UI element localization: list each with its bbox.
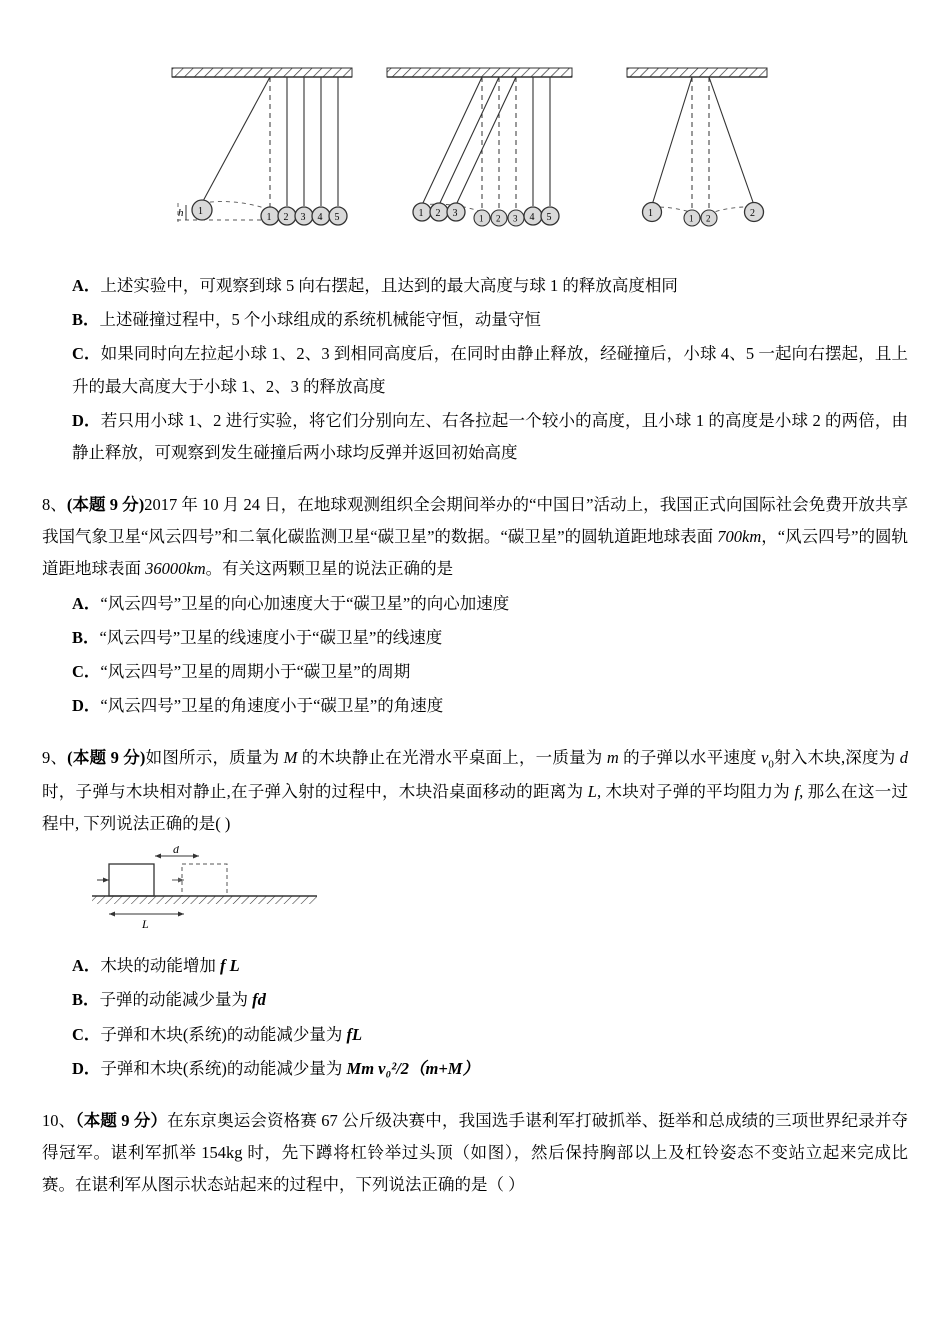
svg-text:5: 5	[334, 212, 340, 223]
q9-symbol-v-sub: 0	[768, 758, 774, 771]
q9-option-b-text: 子弹的动能减少量为	[99, 990, 253, 1010]
svg-text:3: 3	[513, 213, 518, 224]
q8-option-c-label: C．	[72, 661, 101, 681]
svg-text:1: 1	[648, 208, 653, 219]
q10-number: 10、	[42, 1111, 76, 1130]
svg-text:1: 1	[198, 206, 203, 217]
q9-symbol-m: m	[606, 748, 619, 768]
q9-symbol-d: d	[899, 748, 909, 768]
q7-option-d-label: D．	[72, 410, 101, 430]
svg-text:2: 2	[496, 213, 501, 224]
svg-text:5: 5	[546, 212, 552, 223]
svg-text:2: 2	[435, 208, 441, 219]
q7-option-d	[42, 405, 908, 469]
q8-option-c	[42, 656, 908, 688]
q8-option-b-text: “风云四号”卫星的线速度小于“碳卫星”的线速度	[99, 627, 443, 647]
svg-text:h: h	[178, 207, 184, 219]
q9-stem-part6: , 木块对子弹的平均阻力为	[596, 781, 795, 801]
q8-value-carbon-orbit: 700km	[717, 527, 762, 547]
svg-text:3: 3	[300, 212, 306, 223]
q9-stem-part3: 的子弹以水平速度	[618, 748, 762, 768]
q9-symbol-M: M	[283, 748, 298, 768]
q7-option-c	[42, 338, 908, 402]
q9-option-a-text: 木块的动能增加	[100, 956, 221, 976]
q9-option-b-math: fd	[252, 990, 266, 1010]
q9-option-d-math: Mm v₀²/2（m+M）	[346, 1058, 479, 1078]
q8-option-d-label: D．	[72, 696, 101, 716]
q9-option-a	[42, 950, 908, 982]
q7-option-a-text: 上述实验中，可观察到球 5 向右摆起，且达到的最大高度与球 1 的释放高度相同	[100, 276, 678, 295]
q9-option-b	[42, 984, 908, 1016]
q9-stem-part7: , 那么在这一过程中, 下列说法正确的是( )	[42, 781, 909, 834]
q10-stem	[42, 1105, 908, 1202]
q8-stem-part3: 。有关这两颗卫星的说法正确的是	[205, 559, 454, 579]
q10-score: （本题 9 分）	[75, 1111, 168, 1130]
q9-stem-part1: 如图所示，质量为	[145, 748, 284, 768]
svg-text:2: 2	[283, 212, 289, 223]
svg-text:4: 4	[317, 212, 323, 223]
q9-option-a-label: A．	[72, 956, 101, 976]
q8-option-d-text: “风云四号”卫星的角速度小于“碳卫星”的角速度	[100, 696, 444, 716]
svg-text:1: 1	[479, 213, 484, 224]
q7-option-a	[42, 270, 908, 302]
q8-option-a-label: A．	[72, 593, 101, 613]
q9-stem-part2: 的木块静止在光滑水平桌面上，一质量为	[297, 748, 607, 768]
q7-option-d-text: 若只用小球 1、2 进行实验，将它们分别向左、右各拉起一个较小的高度，且小球 1 的高度是小球 2 的两倍，由静止释放，可观察到发生碰撞后两小球均反弹并返回初始高度	[72, 410, 909, 462]
q9-option-c-label: C．	[72, 1024, 101, 1044]
q10-stem-text: 在东京奥运会资格赛 67 公斤级决赛中，我国选手谌利军打破抓举、挺举和总成绩的三项世界纪录并夺得冠军。谌利军抓举 154kg 时，先下蹲将杠铃举过头顶（如图），然后保持胸部以上及杠铃姿态不变站立起来完成比赛。在谌利军从图示状态站起来的过程中，下列说法正确的是（ ）	[42, 1111, 909, 1195]
svg-text:2: 2	[750, 208, 755, 219]
svg-text:2: 2	[706, 213, 711, 224]
q9-option-a-math: f L	[220, 956, 240, 976]
q8-option-a	[42, 588, 908, 620]
q9-option-d-label: D．	[72, 1058, 101, 1078]
q8-stem-part1: 2017 年 10 月 24 日，在地球观测组织全会期间举办的“中国日”活动上，我国正式向国际社会免费开放共享我国气象卫星“风云四号”和二氧化碳监测卫星“碳卫星”的数据。“碳卫星”的圆轨道距地球表面	[42, 495, 909, 547]
svg-text:1: 1	[418, 208, 424, 219]
svg-text:3: 3	[452, 208, 458, 219]
svg-text:4: 4	[529, 212, 535, 223]
q9-score: (本题 9 分)	[67, 748, 146, 768]
q9-symbol-L: L	[587, 781, 597, 801]
q9-option-c-text: 子弹和木块(系统)的动能减少量为	[100, 1024, 347, 1044]
q7-option-c-text: 如果同时向左拉起小球 1、2、3 到相同高度后，在同时由静止释放，经碰撞后，小球 4、5 一起向右摆起，且上升的最大高度大于小球 1、2、3 的释放高度	[72, 344, 909, 396]
q9-number: 9、	[42, 748, 68, 768]
svg-text:1: 1	[689, 213, 694, 224]
svg-text:d: d	[173, 846, 179, 857]
svg-text:1: 1	[266, 212, 272, 223]
pendulum-collision-figure	[42, 60, 908, 260]
q8-option-b-label: B．	[72, 627, 100, 647]
q9-stem-part4: 射入木块,深度为	[773, 748, 900, 768]
q9-option-b-label: B．	[72, 990, 100, 1010]
q8-option-b	[42, 622, 908, 654]
q9-option-c	[42, 1019, 908, 1051]
q9-option-d-text: 子弹和木块(系统)的动能减少量为	[100, 1058, 347, 1078]
q9-stem-part5: 时，子弹与木块相对静止,在子弹入射的过程中，木块沿桌面移动的距离为	[42, 781, 588, 801]
q9-stem	[42, 742, 908, 840]
q9-option-c-math: fL	[346, 1024, 363, 1044]
q9-symbol-v: v	[761, 748, 769, 768]
q8-option-d	[42, 690, 908, 722]
q9-symbol-f: f	[794, 781, 800, 801]
q8-score: (本题 9 分)	[66, 495, 145, 515]
q8-value-fy4-orbit: 36000km	[145, 559, 206, 579]
q8-stem	[42, 489, 908, 586]
q7-option-a-label: A．	[72, 276, 101, 295]
q7-option-b-text: 上述碰撞过程中，5 个小球组成的系统机械能守恒，动量守恒	[99, 310, 541, 330]
bullet-block-figure	[42, 846, 908, 936]
q7-option-b	[42, 304, 908, 336]
q8-option-a-text: “风云四号”卫星的向心加速度大于“碳卫星”的向心加速度	[100, 593, 510, 613]
q8-option-c-text: “风云四号”卫星的周期小于“碳卫星”的周期	[100, 661, 411, 681]
q8-number: 8、	[42, 495, 67, 515]
q8-stem-part2: ，“风云四号”的圆轨道距地球表面	[42, 527, 908, 579]
q9-option-d	[42, 1053, 908, 1085]
q7-option-c-label: C．	[72, 344, 101, 364]
q7-option-b-label: B．	[72, 310, 100, 330]
svg-text:L: L	[142, 917, 149, 932]
